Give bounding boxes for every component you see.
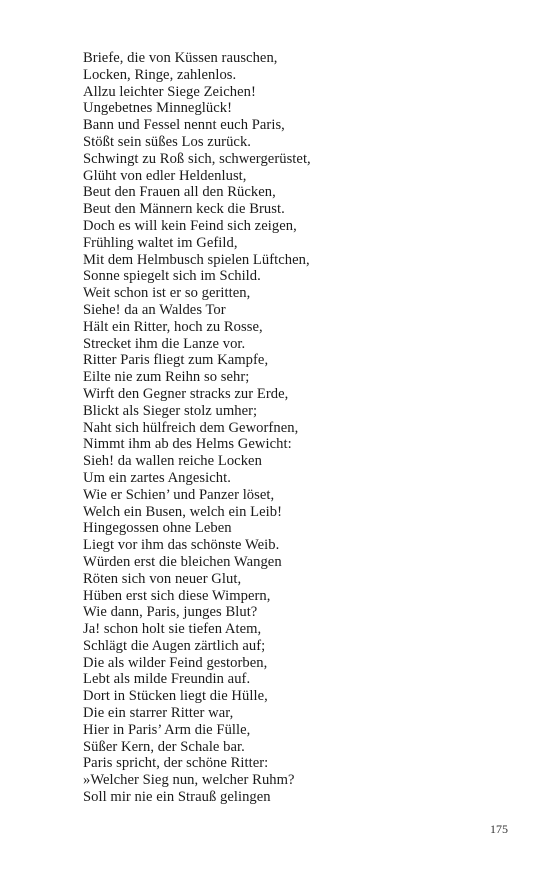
poem-line: Mit dem Helmbusch spielen Lüftchen, bbox=[83, 251, 310, 268]
poem-line: Die ein starrer Ritter war, bbox=[83, 705, 234, 722]
poem-line: Welch ein Busen, welch ein Leib! bbox=[83, 503, 282, 520]
poem-line: Siehe! da an Waldes Tor bbox=[83, 301, 226, 318]
poem-line: »Welcher Sieg nun, welcher Ruhm? bbox=[83, 772, 295, 789]
poem-line: Wie dann, Paris, junges Blut? bbox=[83, 604, 258, 621]
poem-line: Hält ein Ritter, hoch zu Rosse, bbox=[83, 318, 263, 335]
poem-line: Die als wilder Feind gestorben, bbox=[83, 654, 268, 671]
poem-line: Beut den Männern keck die Brust. bbox=[83, 201, 285, 218]
poem-line: Lebt als milde Freundin auf. bbox=[83, 671, 251, 688]
poem-line: Glüht von edler Heldenlust, bbox=[83, 167, 247, 184]
poem-line: Um ein zartes Angesicht. bbox=[83, 469, 231, 486]
poem-line: Dort in Stücken liegt die Hülle, bbox=[83, 688, 268, 705]
poem-line: Beut den Frauen all den Rücken, bbox=[83, 184, 276, 201]
poem-line: Wie er Schien’ und Panzer löset, bbox=[83, 486, 275, 503]
poem-line: Doch es will kein Feind sich zeigen, bbox=[83, 217, 297, 234]
poem-line: Bann und Fessel nennt euch Paris, bbox=[83, 117, 285, 134]
poem-line: Röten sich von neuer Glut, bbox=[83, 570, 242, 587]
page-number: 175 bbox=[490, 822, 508, 836]
poem-line: Blickt als Sieger stolz umher; bbox=[83, 402, 258, 419]
poem-line: Ja! schon holt sie tiefen Atem, bbox=[83, 621, 262, 638]
poem-line: Naht sich hülfreich dem Geworfnen, bbox=[83, 419, 299, 436]
poem-line: Soll mir nie ein Strauß gelingen bbox=[83, 789, 271, 806]
poem-line: Weit schon ist er so geritten, bbox=[83, 285, 251, 302]
poem-line: Allzu leichter Siege Zeichen! bbox=[83, 83, 256, 100]
poem-line: Locken, Ringe, zahlenlos. bbox=[83, 66, 237, 83]
poem-line: Stößt sein süßes Los zurück. bbox=[83, 133, 251, 150]
poem-line: Ungebetnes Minneglück! bbox=[83, 100, 233, 117]
poem-line: Schlägt die Augen zärtlich auf; bbox=[83, 637, 266, 654]
poem-line: Würden erst die bleichen Wangen bbox=[83, 553, 282, 570]
poem-line: Süßer Kern, der Schale bar. bbox=[83, 738, 245, 755]
poem-line: Strecket ihm die Lanze vor. bbox=[83, 335, 246, 352]
poem-line: Paris spricht, der schöne Ritter: bbox=[83, 755, 269, 772]
poem-line: Schwingt zu Roß sich, schwergerüstet, bbox=[83, 150, 311, 167]
poem-line: Hier in Paris’ Arm die Fülle, bbox=[83, 721, 251, 738]
poem-line: Hingegossen ohne Leben bbox=[83, 520, 232, 537]
poem-line: Liegt vor ihm das schönste Weib. bbox=[83, 537, 280, 554]
poem-line: Sonne spiegelt sich im Schild. bbox=[83, 268, 261, 285]
poem-text bbox=[83, 50, 311, 806]
poem-line: Hüben erst sich diese Wimpern, bbox=[83, 587, 271, 604]
poem-line: Ritter Paris fliegt zum Kampfe, bbox=[83, 352, 269, 369]
poem-line: Eilte nie zum Reihn so sehr; bbox=[83, 369, 250, 386]
poem-line: Nimmt ihm ab des Helms Gewicht: bbox=[83, 436, 292, 453]
poem-line: Wirft den Gegner stracks zur Erde, bbox=[83, 385, 289, 402]
poem-line: Briefe, die von Küssen rauschen, bbox=[83, 50, 278, 66]
poem-line: Frühling waltet im Gefild, bbox=[83, 234, 238, 251]
poem-line: Sieh! da wallen reiche Locken bbox=[83, 453, 262, 470]
